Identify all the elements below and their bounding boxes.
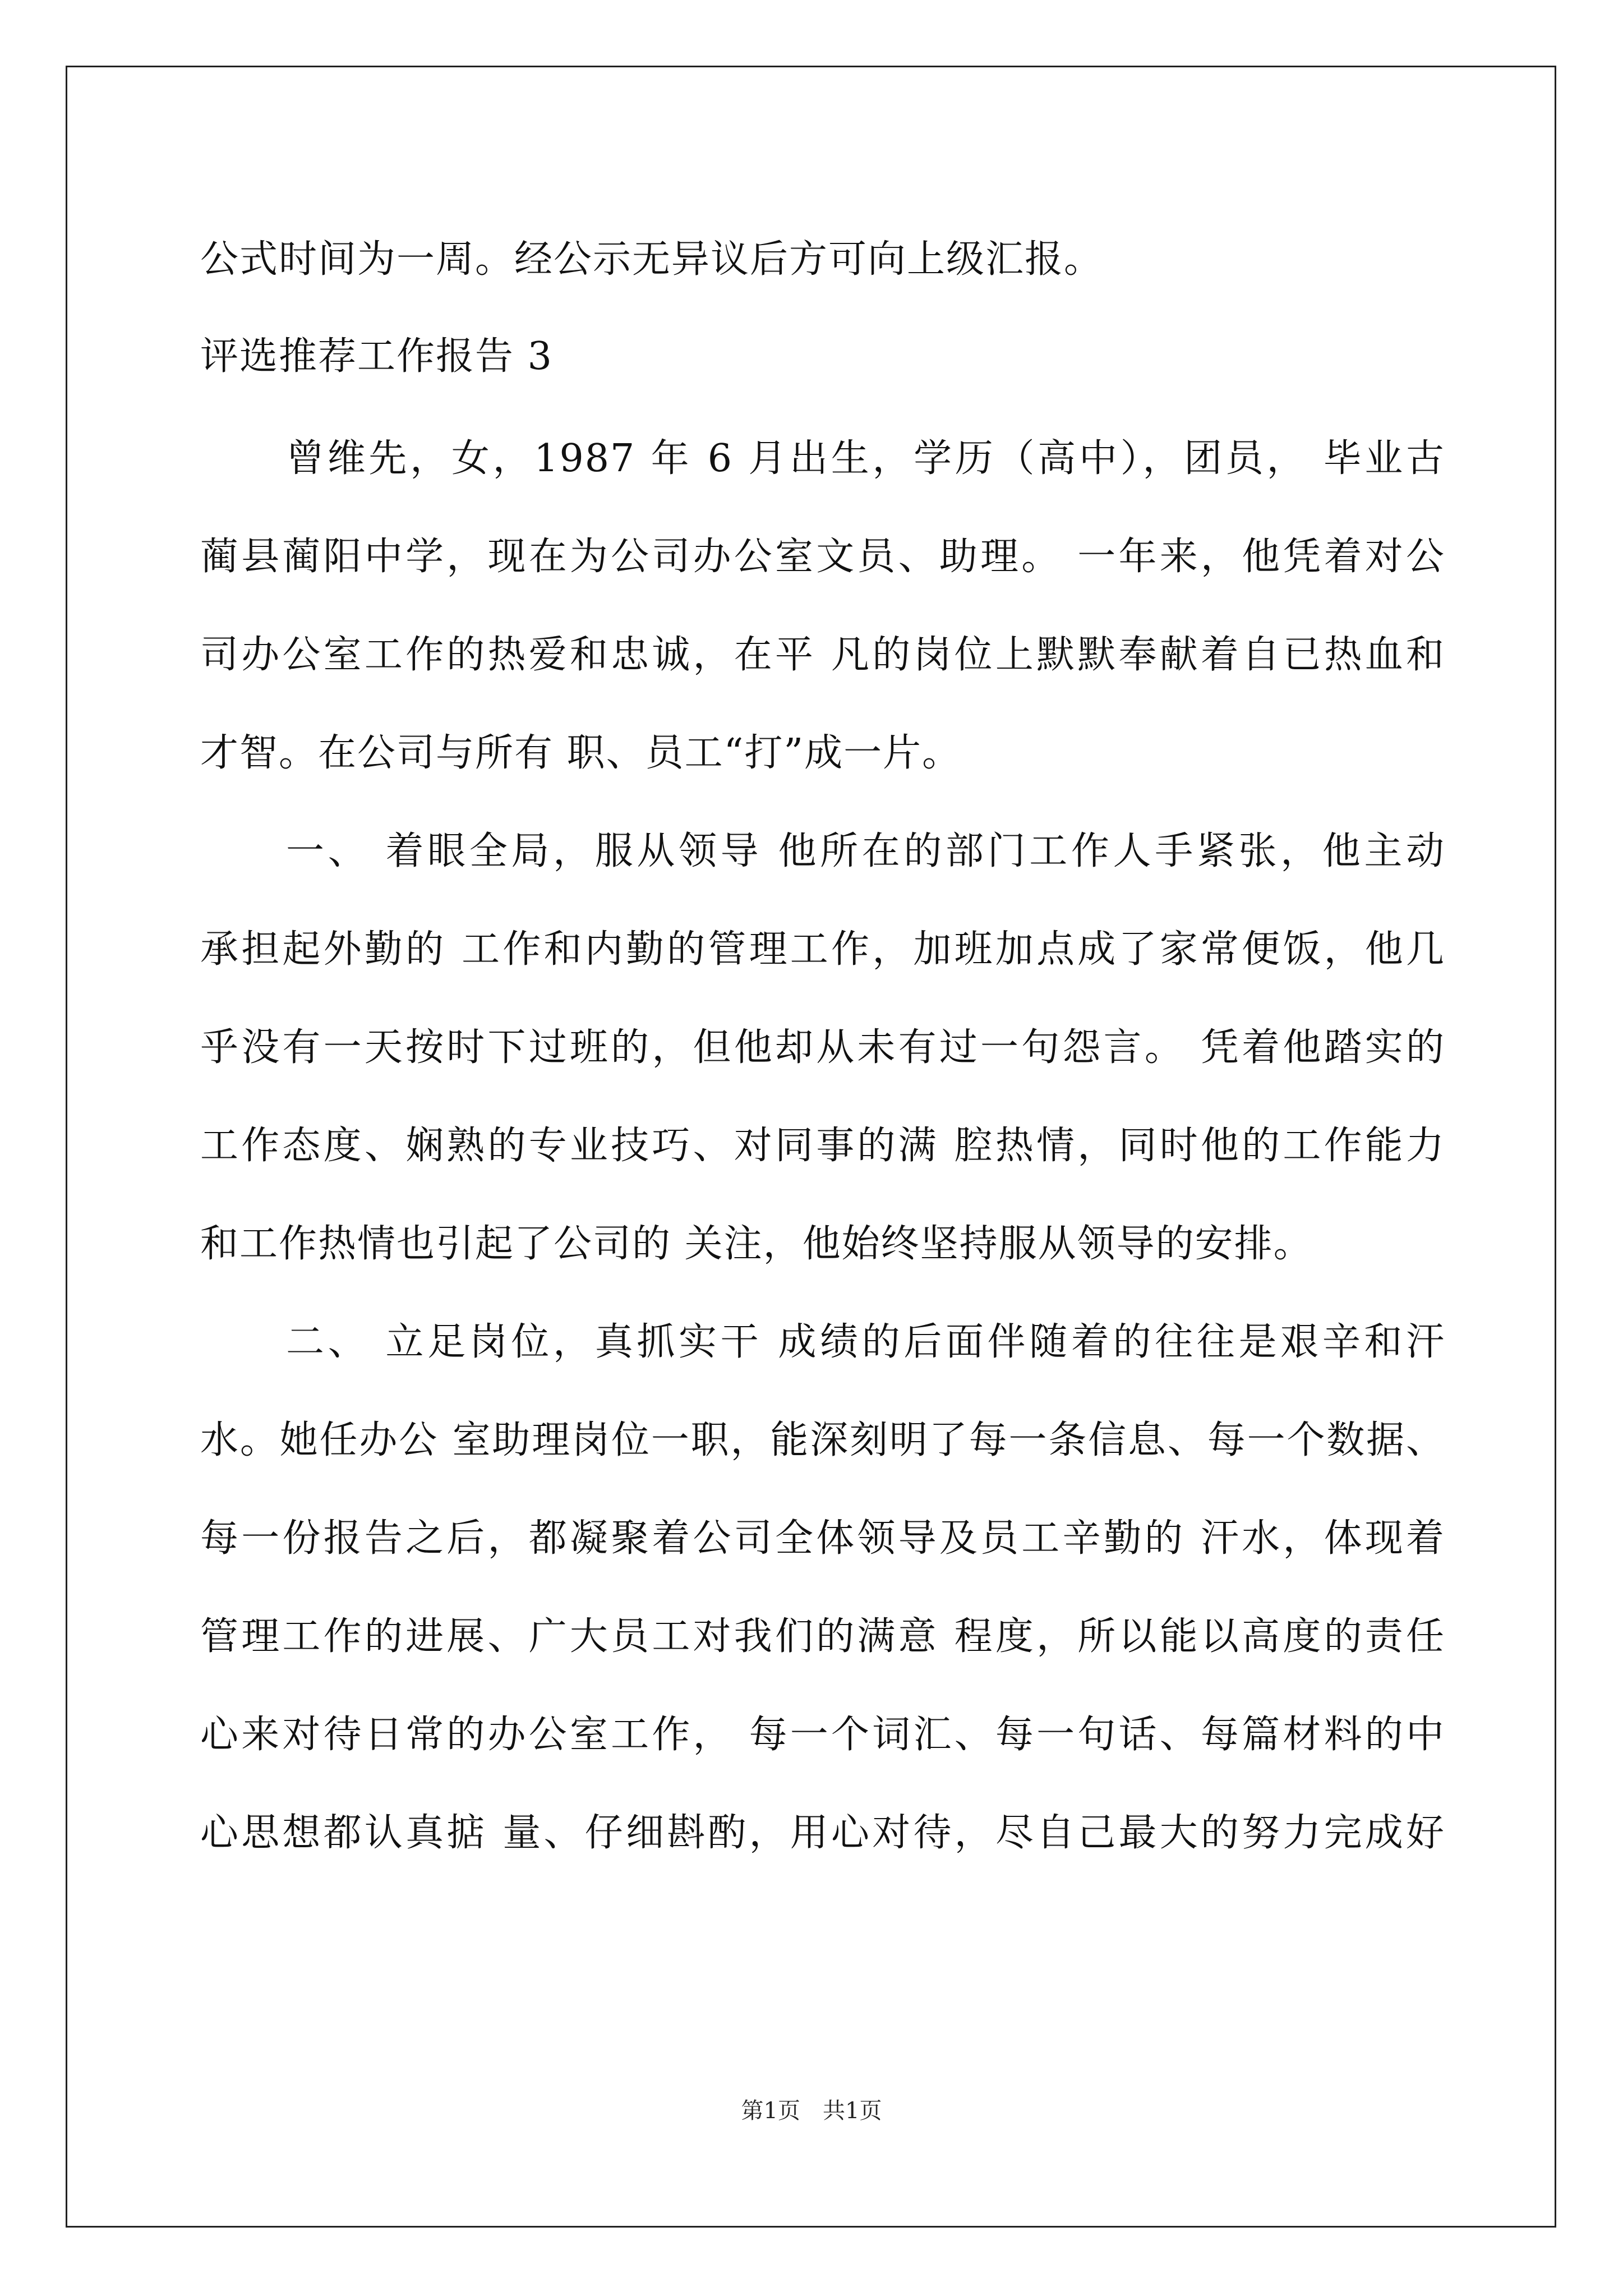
paragraph-2-line-5: 和工作热情也引起了公司的 关注，他始终坚持服从领导的安排。 — [200, 1222, 1313, 1266]
paragraph-1-line-4: 才智。在公司与所有 职、员工“打”成一片。 — [200, 731, 962, 775]
paragraph-1-line-3: 司办公室工作的热爱和忠诚，在平 凡的岗位上默默奉献着自已热血和 — [200, 633, 1445, 677]
paragraph-3-line-6: 心思想都认真掂 量、仔细斟酌，用心对待，尽自己最大的努力完成好 — [200, 1811, 1445, 1855]
paragraph-2-line-4: 工作态度、娴熟的专业技巧、对同事的满 腔热情，同时他的工作能力 — [200, 1124, 1445, 1168]
paragraph-2-line-3: 乎没有一天按时下过班的，但他却从未有过一句怨言。 凭着他踏实的 — [200, 1025, 1445, 1070]
paragraph-2-line-2: 承担起外勤的 工作和内勤的管理工作，加班加点成了家常便饭，他几 — [200, 927, 1445, 972]
paragraph-3-line-2: 水。她任办公 室助理岗位一职，能深刻明了每一条信息、每一个数据、 — [200, 1418, 1445, 1462]
paragraph-3-line-5: 心来对待日常的办公室工作， 每一个词汇、每一句话、每篇材料的中 — [200, 1713, 1445, 1757]
paragraph-2-line-1: 一、 着眼全局，服从领导 他所在的部门工作人手紧张，他主动 — [286, 829, 1445, 873]
text-line-1: 公式时间为一周。经公示无异议后方可向上级汇报。 — [200, 237, 1104, 282]
paragraph-3-line-4: 管理工作的进展、广大员工对我们的满意 程度，所以能以高度的责任 — [200, 1614, 1445, 1659]
paragraph-3-line-3: 每一份报告之后，都凝聚着公司全体领导及员工辛勤的 汗水，体现着 — [200, 1516, 1445, 1561]
paragraph-1-line-1: 曾维先，女，1987 年 6 月出生，学历（高中），团员， 毕业古 — [286, 436, 1445, 481]
paragraph-1-line-2: 蔺县蔺阳中学，现在为公司办公室文员、助理。 一年来，他凭着对公 — [200, 535, 1445, 579]
page-footer: 第1页 共1页 — [741, 2098, 882, 2124]
paragraph-3-line-1: 二、 立足岗位，真抓实干 成绩的后面伴随着的往往是艰辛和汗 — [286, 1320, 1445, 1364]
section-heading: 评选推荐工作报告 3 — [200, 334, 553, 379]
